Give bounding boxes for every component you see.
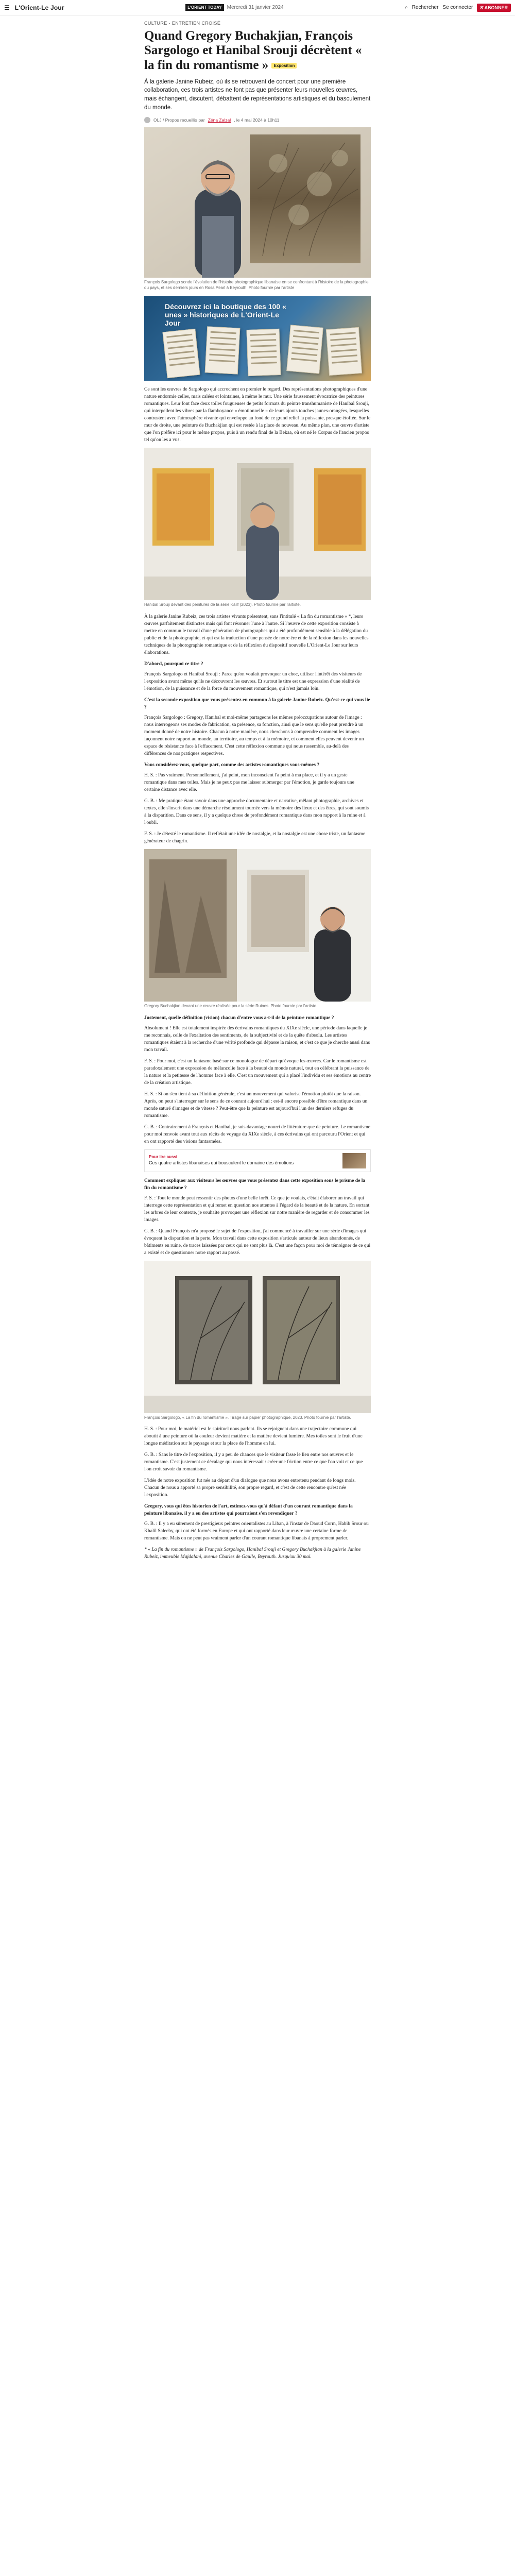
photo-srouji xyxy=(144,448,371,600)
photo-sargologo-work xyxy=(144,1261,371,1413)
orient-today-badge[interactable]: L'ORIENT TODAY xyxy=(185,4,224,11)
question: D'abord, pourquoi ce titre ? xyxy=(144,660,203,667)
related-thumbnail[interactable] xyxy=(342,1153,366,1168)
promo-newspaper-1 xyxy=(162,329,200,378)
search-icon[interactable]: ⌕ xyxy=(405,5,408,10)
photo-sargologo-svg xyxy=(144,1261,371,1413)
question: C'est la seconde exposition que vous présentez en commun à la galerie Janine Rubeiz. Qu'est-ce qui vous lie ? xyxy=(144,697,370,710)
exposition-tag[interactable]: Exposition xyxy=(271,63,297,69)
question: Vous considérez-vous, quelque part, comme des artistes romantiques vous-mêmes ? xyxy=(144,761,320,768)
promo-text[interactable]: Découvrez ici la boutique des 100 « unes » historiques de L'Orient-Le Jour xyxy=(165,302,286,328)
answer: Absolument ! Elle est totalement inspirée des écrivains romantiques du XIXe siècle, une période dans laquelle je me reconnais, celle de l'exaltation des sentiments, de la subjectivité et de la quête d'absolu. Les artistes romantiques étaient à la recherche d'une vérité profonde qui dépasse la raison, et c'est ce que je cherche aussi dans mon travail. xyxy=(144,1025,370,1053)
site-logo[interactable]: L'Orient-Le Jour xyxy=(14,4,64,11)
answer: H. S. : Pour moi, le matériel est le spirituel nous parlent. Ils se rejoignent dans une trajectoire commune qui aboutit à une peinture où la couleur devient matière et la matière devient lumière. Mes toiles sont le fruit d'une longue méditation sur le paysage et sur la place de l'homme en lui. xyxy=(144,1426,363,1447)
topbar-center xyxy=(70,4,400,11)
article-title xyxy=(144,29,371,73)
promo-newspaper-4 xyxy=(286,325,323,374)
answer: G. B. : Sans le titre de l'exposition, il y a peu de chances que le visiteur fasse le lien entre nos œuvres et le romantisme. C'est justement ce décalage qui nous intéressait : créer une friction entre ce que l'on voit et ce que l'on croit savoir du romantisme. xyxy=(144,1452,363,1472)
related-article[interactable] xyxy=(144,1149,371,1172)
answer: H. S. : Si on s'en tient à sa définition générale, c'est un mouvement qui valorise l'émotion plutôt que la raison. Après, on peut s'interroger sur le sens de ce courant aujourd'hui : est-il encore possible d'être romantique dans un monde saturé d'images et de vitesse ? Peut-être que la peinture est aujourd'hui l'un des derniers refuges du romantisme. xyxy=(144,1091,368,1118)
answer: H. S. : Pas vraiment. Personnellement, j'ai peint, mon inconscient l'a peint à ma place, et il y a un geste romantique dans mes toiles. Mais je ne peux pas me laisser submerger par l'émotion, je garde toujours une certaine distance avec elle. xyxy=(144,772,354,792)
subscribe-button[interactable]: S'ABONNER xyxy=(477,4,511,12)
question: Gregory, vous qui êtes historien de l'art, estimez-vous qu'à défaut d'un courant romantique dans la peinture libanaise, il y a eu des artistes qui pourraient s'en revendiquer ? xyxy=(144,1503,353,1517)
photo-sargologo-caption: François Sargologo, « La fin du romantisme ». Tirage sur papier photographique, 2023. Photo fournie par l'artiste. xyxy=(144,1415,351,1420)
answer: G. B. : Quand François m'a proposé le sujet de l'exposition, j'ai commencé à travailler sur une série d'images qui évoquent la disparition et la perte. Mon travail dans cette exposition s'articule autour de lieux abandonnés, de bâtiments en ruine, de traces laissées par ceux qui ne sont plus là. C'est une façon pour moi de témoigner de ce qui a existé et de questionner notre rapport au passé. xyxy=(144,1228,371,1256)
photo-buchakjian-svg xyxy=(144,849,371,1002)
top-navigation xyxy=(0,0,515,15)
paragraph: Ce sont les œuvres de Sargologo qui accrochent en premier le regard. Des représentations photographiques d'une nature endormie celles, mais calées et lointaines, à même le mur. Une série faussement évocatrice des peintures romantiques. Leur font face deux toiles fougueuses de petits formats du peintre transhumaniste de Hanibal Srouji, qui interpellent les vibres par la flamboyance « émotionnelle » de leurs ajouts touches jaunes-orangées, lesquelles contrastent avec l'atmosphère vivante qui enveloppe au fond de ce grand relief la puissante, presque étoffée. Sur le mur de droite, une peinture de Buchakjian qui est restée à la place de nouveau. Au même plan, une œuvre d'artiste que l'on préfère ici pour le même propos, puis à un rendu final de la Bekaa, où est né le Corpus de l'ancien propos tel qu'on les a vus. xyxy=(144,386,371,443)
hero-photo-svg xyxy=(144,127,371,278)
question: Comment expliquer aux visiteurs les œuvres que vous présentez dans cette exposition sous le prisme de la fin du romantisme ? xyxy=(144,1177,366,1191)
article-lede: À la galerie Janine Rubeiz, où ils se retrouvent de concert pour une première collaboration, ces trois artistes ne font pas que présenter leurs nouvelles œuvres, mais échangent, discutent, débattent de représentations artistiques et du basculement du monde. xyxy=(144,78,371,111)
hero-caption: François Sargologo sonde l'évolution de l'histoire photographique libanaise en se confrontant à l'histoire de la photographie du pays, et ses derniers jours en Rosa Pearl à Beyrouth. Photo fournie par l'artiste xyxy=(144,280,369,291)
article-title-text: Quand Gregory Buchakjian, François Sargologo et Hanibal Srouji décrètent « la fin du romantisme » xyxy=(144,29,362,72)
boutique-promo[interactable] xyxy=(144,296,371,381)
byline-prefix: OLJ / Propos recueillis par xyxy=(153,117,205,123)
promo-newspaper-2 xyxy=(205,326,241,374)
promo-newspaper-3 xyxy=(246,329,281,376)
answer: F. S. : Je détesté le romantisme. Il reflétait une idée de nostalgie, et la nostalgie est une chose triste, un fantasme générateur de chagrin. xyxy=(144,831,366,844)
answer: G. B. : Il y a eu sûrement de prestigieux peintres orientalistes au Liban, à l'instar de Daoud Corm, Habib Srour ou Khalil Saleeby, qui ont été formés en Europe et qui ont rapporté dans leur œuvre une certaine forme de romantisme. Mais on ne peut pas vraiment parler d'un courant romantique libanais à proprement parler. xyxy=(144,1521,369,1541)
question: Justement, quelle définition (vision) chacun d'entre vous a-t-il de la peinture romantique ? xyxy=(144,1014,334,1021)
byline xyxy=(144,117,371,123)
answer: F. S. : Tout le monde peut ressentir des photos d'une belle forêt. Ce que je voulais, c'était élaborer un travail qui interroge cette représentation et qui remet en question nos attentes à l'égard de la beauté et de la nature. En sortant les arbres de leur contexte, je souhaite provoquer une réflexion sur notre manière de regarder et de consommer les images. xyxy=(144,1195,370,1223)
related-link[interactable]: Ces quatre artistes libanaises qui bousculent le domaine des émotions xyxy=(149,1160,294,1166)
hero-photo xyxy=(144,127,371,278)
edition-date: Mercredi 31 janvier 2024 xyxy=(227,5,284,10)
paragraph: À la galerie Janine Rubeiz, ces trois artistes vivants présentent, sans l'intitulé « La fin du romantisme » *, leurs œuvres parfaitement distinctes mais qui font résonner l'une à l'autre. Si l'œuvre de cette exposition consiste à mettre en commun le travail d'une génération de photographes qui a été profondément sensible à la délégation du public et de la photographie, et qui est la traduction d'une pensée de notre ère et de la réflexion dans les nouvelles techniques de la photographie romantique et de la réflexion du dispositif nouvelle L'Orient-Le Jour sur leurs élaborations. xyxy=(144,613,369,655)
photo-buchakjian-caption: Gregory Buchakjian devant une œuvre réalisée pour la série Ruines. Photo fournie par l'artiste. xyxy=(144,1003,318,1008)
login-link[interactable]: Se connecter xyxy=(442,5,473,10)
publish-date: , le 4 mai 2024 à 10h11 xyxy=(234,117,280,123)
answer: François Sargologo et Hanibal Srouji : Parce qu'on voulait provoquer un choc, utiliser l'intérêt des visiteurs de l'exposition avant même qu'ils ne découvrent les œuvres. Et surtout le titre est une expression d'une réalité de l'émotion, de la puissance et de la force du mouvement romantique, qui n'est jamais loin. xyxy=(144,671,362,691)
topbar-actions xyxy=(405,4,511,12)
author-avatar xyxy=(144,117,150,123)
photo-buchakjian xyxy=(144,849,371,1002)
answer: François Sargologo : Gregory, Hanibal et moi-même partageons les mêmes préoccupations autour de l'image : nous interrogeons ses modes de fabrication, sa présence, sa fonction, ainsi que le sens qu'elle peut prendre à un moment donné de notre histoire. Chacun à notre manière, nous cherchons à comprendre comment les images façonnent notre rapport au monde, au territoire, au temps et à la mémoire, et comment elles peuvent devenir un espace de résistance face à l'effacement. C'est cette réflexion commune qui nous rassemble, au-delà des différences de nos pratiques respectives. xyxy=(144,714,364,756)
photo-srouji-caption: Hanibal Srouji devant des peintures de la série Kâlif (2023). Photo fournie par l'artiste. xyxy=(144,602,301,607)
answer: G. B. : Me pratique étant savoir dans une approche documentaire et narrative, mêlant photographie, archives et textes, elle s'inscrit dans une démarche résolument tournée vers la mémoire des lieux et des êtres, qui sont soumis à la disparition. Dans ce sens, il y a quelque chose de profondément romantique dans mon rapport à la ruine et à l'oubli. xyxy=(144,798,369,825)
exhibition-credit: * « La fin du romantisme » de François Sargologo, Hanibal Srouji et Gregory Buchakjian à la galerie Janine Rubeiz, immeuble Majdalani, avenue Charles de Gaulle, Beyrouth. Jusqu'au 30 mai. xyxy=(144,1547,361,1560)
related-label: Pour lire aussi xyxy=(149,1155,178,1160)
photo-srouji-svg xyxy=(144,448,371,600)
menu-icon[interactable]: ☰ xyxy=(4,4,10,11)
promo-newspaper-5 xyxy=(326,327,362,376)
answer: L'idée de notre exposition fut née au départ d'un dialogue que nous avons entretenu pendant de longs mois. Chacun de nous a apporté sa propre sensibilité, son propre regard, et c'est de cette rencontre qu'est née l'exposition. xyxy=(144,1478,356,1498)
author-link[interactable]: Zéna Zalzal xyxy=(208,117,231,123)
related-text-block xyxy=(149,1155,338,1166)
answer: F. S. : Pour moi, c'est un fantasme basé sur ce monologue de départ qu'évoque les œuvres. Car le romantisme est paradoxalement une expression de mélancolie face à la beauté du monde naturel, tout en célébrant la puissance de la nature et la petitesse de l'homme face à elle. C'est un mouvement qui a placé l'individu et ses émotions au centre de la création artistique. xyxy=(144,1058,371,1086)
answer: G. B. : Contrairement à François et Hanibal, je suis davantage nourri de littérature que de peinture. Le romantisme pour moi renvoie avant tout aux récits de voyage du XIXe siècle, à ces écrivains qui ont parcouru l'Orient et qui en ont rapporté des visions fantasmées. xyxy=(144,1124,371,1144)
article-kicker[interactable]: CULTURE - ENTRETIEN CROISÉ xyxy=(144,21,221,26)
article xyxy=(144,15,371,1561)
search-link[interactable]: Rechercher xyxy=(411,5,439,10)
